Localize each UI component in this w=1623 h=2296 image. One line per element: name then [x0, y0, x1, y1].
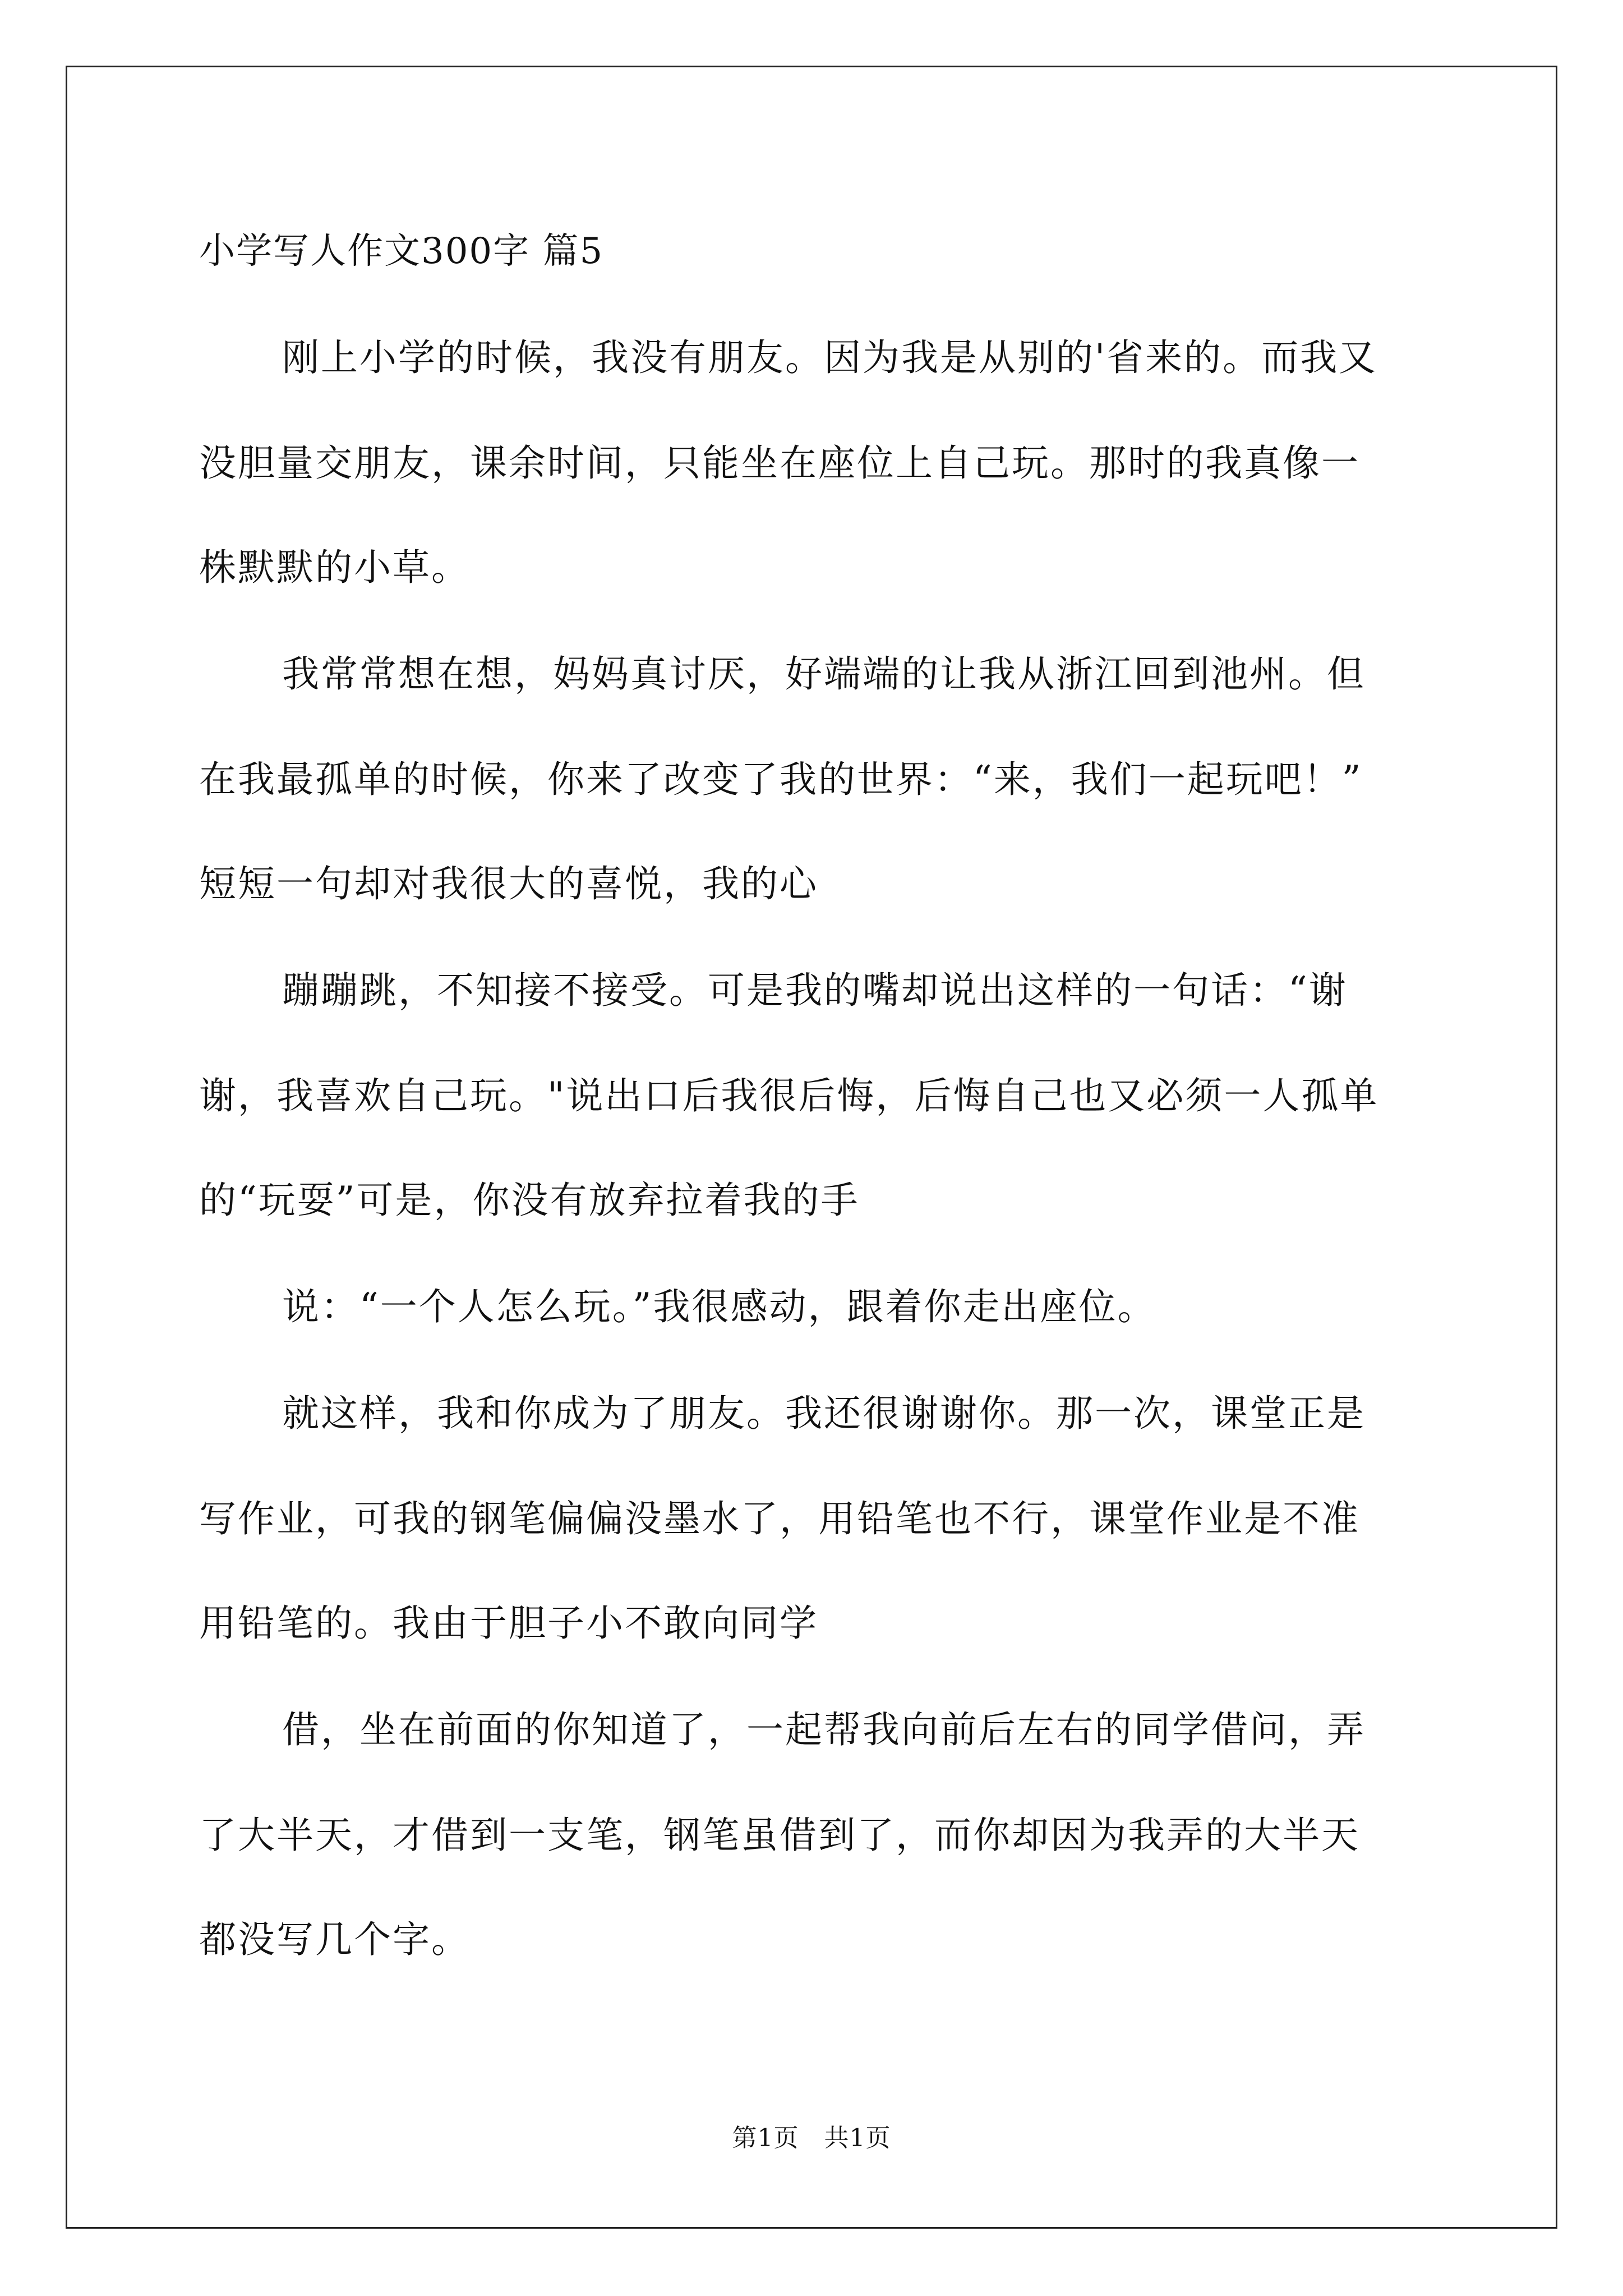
paragraph-line: 没胆量交朋友，课余时间，只能坐在座位上自己玩。那时的我真像一 [199, 441, 1360, 485]
paragraph-line: 借，坐在前面的你知道了，一起帮我向前后左右的同学借问，弄 [282, 1708, 1366, 1751]
paragraph-line: 株默默的小草。 [199, 546, 470, 589]
paragraph-line: 了大半天，才借到一支笔，钢笔虽借到了，而你却因为我弄的大半天 [199, 1814, 1360, 1857]
paragraph-line: 蹦蹦跳，不知接不接受。可是我的嘴却说出这样的一句话：“谢 [282, 969, 1348, 1012]
paragraph-line: 谢，我喜欢自己玩。"说出口后我很后悔，后悔自己也又必须一人孤单 [199, 1074, 1379, 1117]
paragraph-line: 就这样，我和你成为了朋友。我还很谢谢你。那一次，课堂正是 [282, 1392, 1366, 1435]
page-border [66, 66, 1557, 2229]
paragraph-line: 刚上小学的时候，我没有朋友。因为我是从别的'省来的。而我又 [282, 336, 1378, 379]
paragraph-line: 写作业，可我的钢笔偏偏没墨水了，用铅笔也不行，课堂作业是不准 [199, 1497, 1360, 1540]
paragraph-line: 短短一句却对我很大的喜悦，我的心 [199, 862, 818, 905]
paragraph-line: 我常常想在想，妈妈真讨厌，好端端的让我从浙江回到池州。但 [282, 652, 1366, 696]
paragraph-line: 用铅笔的。我由于胆子小不敢向同学 [199, 1602, 818, 1645]
document-title: 小学写人作文300字 篇5 [199, 231, 604, 272]
paragraph-line: 在我最孤单的时候，你来了改变了我的世界：“来，我们一起玩吧！” [199, 758, 1363, 801]
paragraph-line: 说：“一个人怎么玩。”我很感动，跟着你走出座位。 [282, 1285, 1156, 1328]
page-number-footer: 第1页 共1页 [732, 2124, 891, 2152]
paragraph-line: 的“玩耍”可是，你没有放弃拉着我的手 [199, 1179, 860, 1222]
paragraph-line: 都没写几个字。 [199, 1918, 470, 1961]
